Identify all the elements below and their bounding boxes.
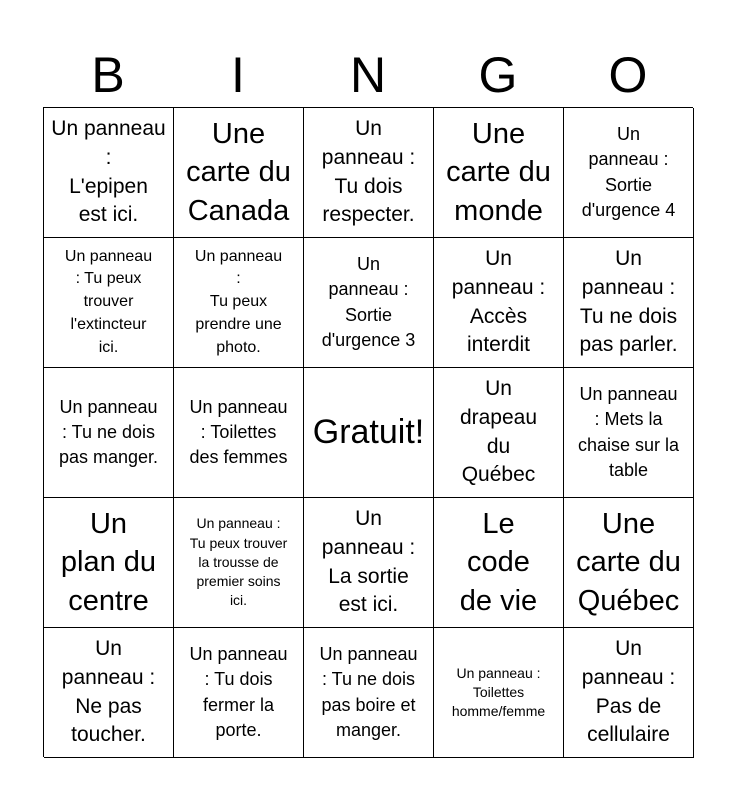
bingo-cell: Un drapeau du Québec xyxy=(434,368,564,498)
bingo-cell: Un panneau : Pas de cellulaire xyxy=(564,628,694,758)
bingo-cell: Un panneau : Sortie d'urgence 4 xyxy=(564,108,694,238)
bingo-cell: Un panneau : Toilettes des femmes xyxy=(174,368,304,498)
bingo-cell: Un panneau : Toilettes homme/femme xyxy=(434,628,564,758)
bingo-cell: Un panneau : Tu ne dois pas manger. xyxy=(44,368,174,498)
header-letter-b: B xyxy=(91,47,125,103)
bingo-cell: Un panneau : L'epipen est ici. xyxy=(44,108,174,238)
bingo-cell: Un panneau : Tu peux trouver l'extincteur ici. xyxy=(44,238,174,368)
bingo-header xyxy=(43,44,693,106)
header-letter-o: O xyxy=(608,47,648,103)
bingo-cell: Un panneau : Mets la chaise sur la table xyxy=(564,368,694,498)
bingo-cell: Un panneau : La sortie est ici. xyxy=(304,498,434,628)
bingo-cell: Une carte du Canada xyxy=(174,108,304,238)
bingo-cell: Le code de vie xyxy=(434,498,564,628)
header-letter-g: G xyxy=(478,47,518,103)
bingo-cell: Un panneau : Tu ne dois pas parler. xyxy=(564,238,694,368)
header-letter-n: N xyxy=(349,47,387,103)
bingo-cell: Une carte du Québec xyxy=(564,498,694,628)
bingo-cell: Un panneau : Accès interdit xyxy=(434,238,564,368)
bingo-cell: Un panneau : Tu ne dois pas boire et manger. xyxy=(304,628,434,758)
free-space: Gratuit! xyxy=(304,368,434,498)
bingo-cell: Un panneau : Tu peux trouver la trousse de premier soins ici. xyxy=(174,498,304,628)
header-letter-i: I xyxy=(231,47,245,103)
bingo-board xyxy=(43,107,693,757)
bingo-cell: Un panneau : Tu peux prendre une photo. xyxy=(174,238,304,368)
bingo-cell: Un panneau : Sortie d'urgence 3 xyxy=(304,238,434,368)
bingo-cell: Une carte du monde xyxy=(434,108,564,238)
bingo-cell: Un plan du centre xyxy=(44,498,174,628)
bingo-cell: Un panneau : Ne pas toucher. xyxy=(44,628,174,758)
bingo-cell: Un panneau : Tu dois fermer la porte. xyxy=(174,628,304,758)
bingo-cell: Un panneau : Tu dois respecter. xyxy=(304,108,434,238)
